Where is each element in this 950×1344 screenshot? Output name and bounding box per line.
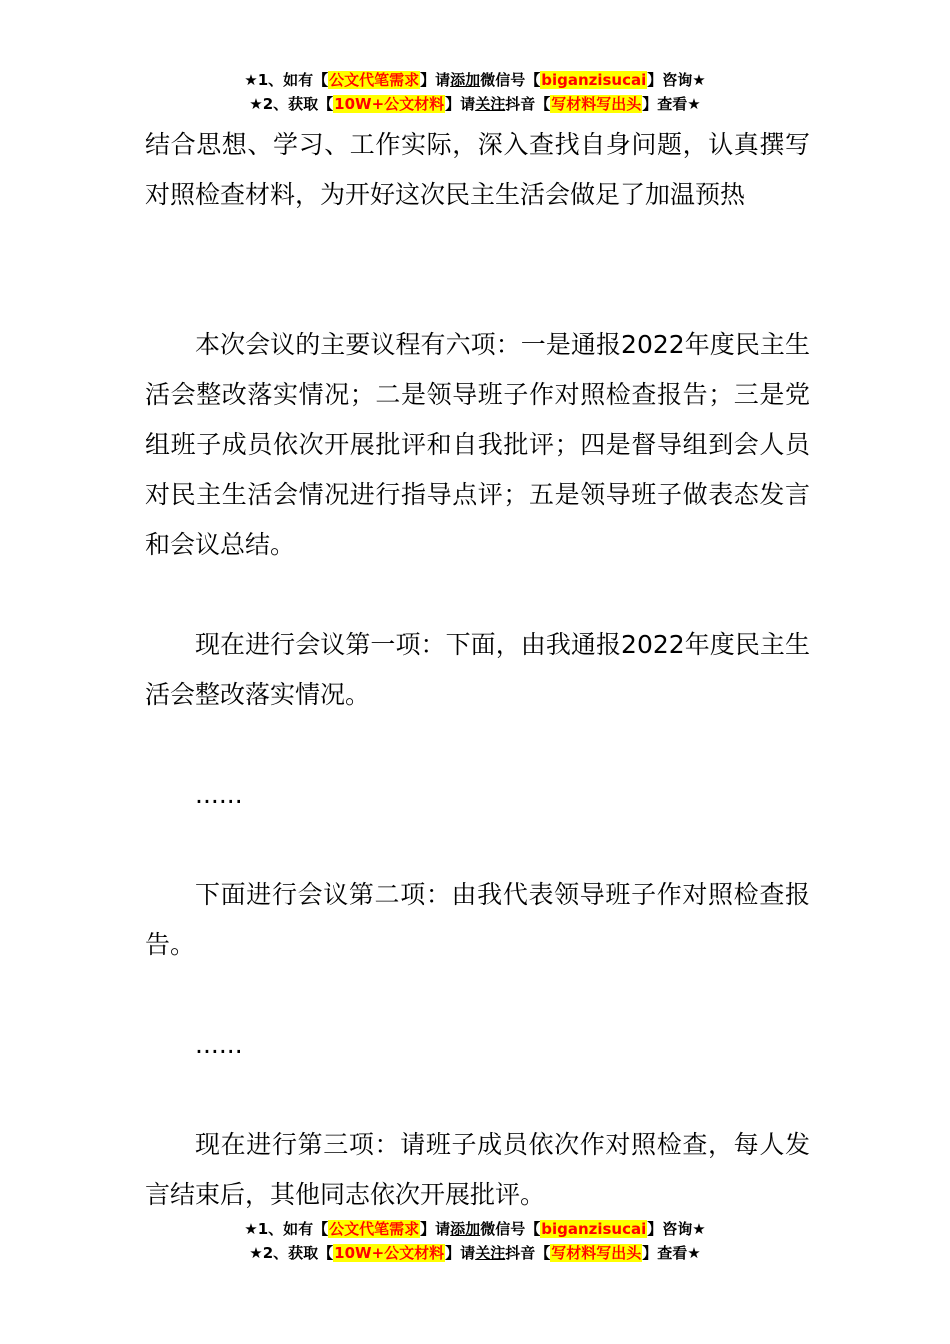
paragraph-ellipsis: ...... xyxy=(195,1030,243,1059)
paragraph-item-two: 下面进行会议第二项：由我代表领导班子作对照检查报告。 xyxy=(145,880,810,959)
star-icon: ★ xyxy=(249,95,263,113)
paragraph-agenda: 本次会议的主要议程有六项：一是通报2022年度民主生活会整改落实情况；二是领导班子作对照检查报告；三是党组班子成员依次开展批评和自我批评；四是督导组到会人员对民主生活会情况进行指导点评；五是领导班子做表态发言和会议总结。 xyxy=(145,330,810,559)
star-icon: ★ xyxy=(692,71,706,89)
paragraph-continued: 结合思想、学习、工作实际，深入查找自身问题，认真撰写对照检查材料，为开好这次民主生活会做足了加温预热 xyxy=(145,130,810,209)
spacer xyxy=(145,1070,810,1120)
spacer xyxy=(145,220,810,320)
document-body xyxy=(145,120,810,1220)
spacer xyxy=(145,720,810,770)
spacer xyxy=(145,570,810,620)
star-icon: ★ xyxy=(244,1220,258,1238)
underlined-text: 添加 xyxy=(450,71,481,89)
underlined-text: 关注 xyxy=(475,95,506,113)
banner-line-2: ★2、获取【10W+公文材料】请关注抖音【写材料写出头】查看★ xyxy=(249,1244,701,1262)
header-banner xyxy=(0,68,950,116)
banner-line-1: ★1、如有【公文代笔需求】请添加微信号【biganzisucai】咨询★ xyxy=(244,71,706,89)
highlight-materials: 10W+公文材料 xyxy=(334,1244,445,1262)
paragraph-item-one: 现在进行会议第一项：下面，由我通报2022年度民主生活会整改落实情况。 xyxy=(145,630,810,709)
spacer xyxy=(145,970,810,1020)
paragraph-ellipsis: ...... xyxy=(195,780,243,809)
underlined-text: 添加 xyxy=(450,1220,481,1238)
underlined-text: 关注 xyxy=(475,1244,506,1262)
paragraph-item-three: 现在进行第三项：请班子成员依次作对照检查，每人发言结束后，其他同志依次开展批评。 xyxy=(145,1130,810,1209)
star-icon: ★ xyxy=(687,1244,701,1262)
highlight-service: 公文代笔需求 xyxy=(329,1220,420,1238)
highlight-service: 公文代笔需求 xyxy=(329,71,420,89)
star-icon: ★ xyxy=(244,71,258,89)
highlight-douyin-account: 写材料写出头 xyxy=(551,1244,642,1262)
spacer xyxy=(145,820,810,870)
footer-banner xyxy=(0,1217,950,1265)
star-icon: ★ xyxy=(249,1244,263,1262)
banner-line-1: ★1、如有【公文代笔需求】请添加微信号【biganzisucai】咨询★ xyxy=(244,1220,706,1238)
highlight-wechat-id: biganzisucai xyxy=(541,71,647,89)
banner-line-2: ★2、获取【10W+公文材料】请关注抖音【写材料写出头】查看★ xyxy=(249,95,701,113)
star-icon: ★ xyxy=(687,95,701,113)
highlight-wechat-id: biganzisucai xyxy=(541,1220,647,1238)
star-icon: ★ xyxy=(692,1220,706,1238)
highlight-douyin-account: 写材料写出头 xyxy=(551,95,642,113)
highlight-materials: 10W+公文材料 xyxy=(334,95,445,113)
